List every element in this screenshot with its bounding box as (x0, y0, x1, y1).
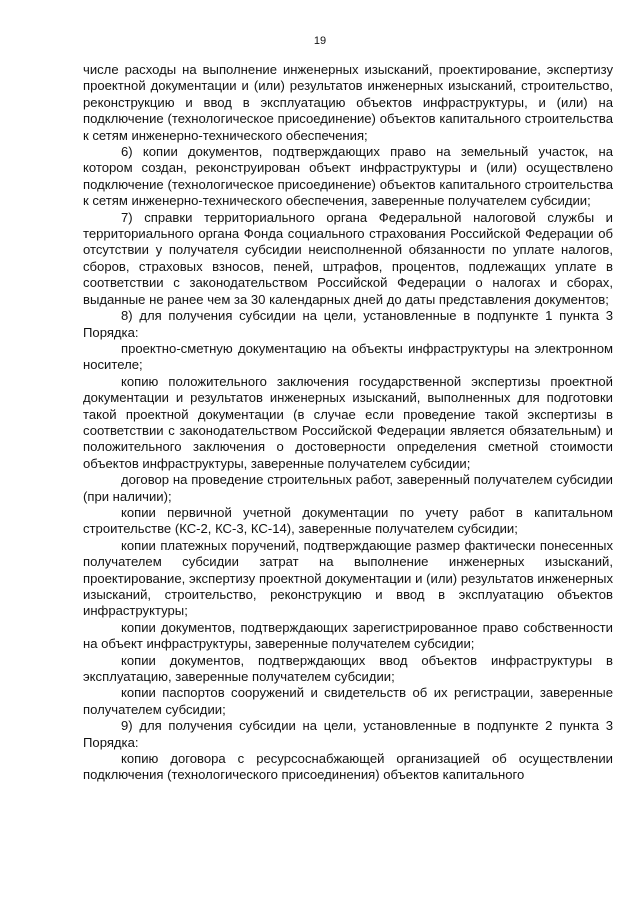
paragraph-subitem: копию договора с ресурсоснабжающей организацией об осуществлении подключения (технологического присоединения) объектов капитального (83, 751, 613, 783)
paragraph-subitem: копии документов, подтверждающих зарегистрированное право собственности на объект инфраструктуры, заверенные получателем субсидии; (83, 619, 613, 652)
paragraph-subitem: копии паспортов сооружений и свидетельств об их регистрации, заверенные получателем субсидии; (83, 685, 613, 717)
paragraph-subitem: копии платежных поручений, подтверждающие размер фактически понесенных получателем субсидии затрат на выполнение инженерных изысканий, проектирование, экспертизу проектной документации и (или) результатов инженерных изысканий, строительство, реконструкцию и ввод в эксплуатацию объектов инфраструктуры; (83, 537, 613, 619)
paragraph-subitem: договор на проведение строительных работ, заверенный получателем субсидии (при наличии); (83, 472, 613, 504)
paragraph-subitem: копии документов, подтверждающих ввод объектов инфраструктуры в эксплуатацию, заверенные получателем субсидии; (83, 652, 613, 685)
page-number: 19 (313, 35, 327, 47)
paragraph-subitem: копию положительного заключения государственной экспертизы проектной документации и результатов инженерных изысканий, выполненных для подготовки такой проектной документации (в случае если проведение такой экспертизы в соответствии с законодательством Российской Федерации является обязательным) и положительного заключения о достоверности определения сметной стоимости объектов инфраструктуры, заверенные получателем субсидии; (83, 373, 613, 471)
paragraph-item-9: 9) для получения субсидии на цели, установленные в подпункте 2 пункта 3 Порядка: (83, 718, 613, 750)
paragraph-item-8: 8) для получения субсидии на цели, установленные в подпункте 1 пункта 3 Порядка: (83, 308, 613, 340)
paragraph-item-6: 6) копии документов, подтверждающих право на земельный участок, на котором создан, реконструирован объект инфраструктуры и (или) осуществлено подключение (технологическое присоединение) объектов капитального строительства к сетям инженерно-технического обеспечения, заверенные получателем субсидии; (83, 144, 613, 209)
document-body (83, 62, 613, 784)
paragraph-subitem: проектно-сметную документацию на объекты инфраструктуры на электронном носителе; (83, 340, 613, 373)
paragraph-subitem: копии первичной учетной документации по учету работ в капитальном строительстве (КС-2, КС-3, КС-14), заверенные получателем субсидии; (83, 504, 613, 537)
paragraph-item-7: 7) справки территориального органа Федеральной налоговой службы и территориального органа Фонда социального страхования Российской Федерации об отсутствии у получателя субсидии неисполненной обязанности по уплате налогов, сборов, страховых взносов, пеней, штрафов, процентов, подлежащих уплате в соответствии с законодательством Российской Федерации о налогах и сборах, выданные не ранее чем за 30 календарных дней до даты представления документов; (83, 209, 613, 307)
paragraph-continuation: числе расходы на выполнение инженерных изысканий, проектирование, экспертизу проектной документации и (или) результатов инженерных изысканий, строительство, реконструкцию и ввод в эксплуатацию объектов инфраструктуры, и (или) на подключение (технологическое присоединение) объектов капитального строительства к сетям инженерно-технического обеспечения; (83, 62, 613, 143)
